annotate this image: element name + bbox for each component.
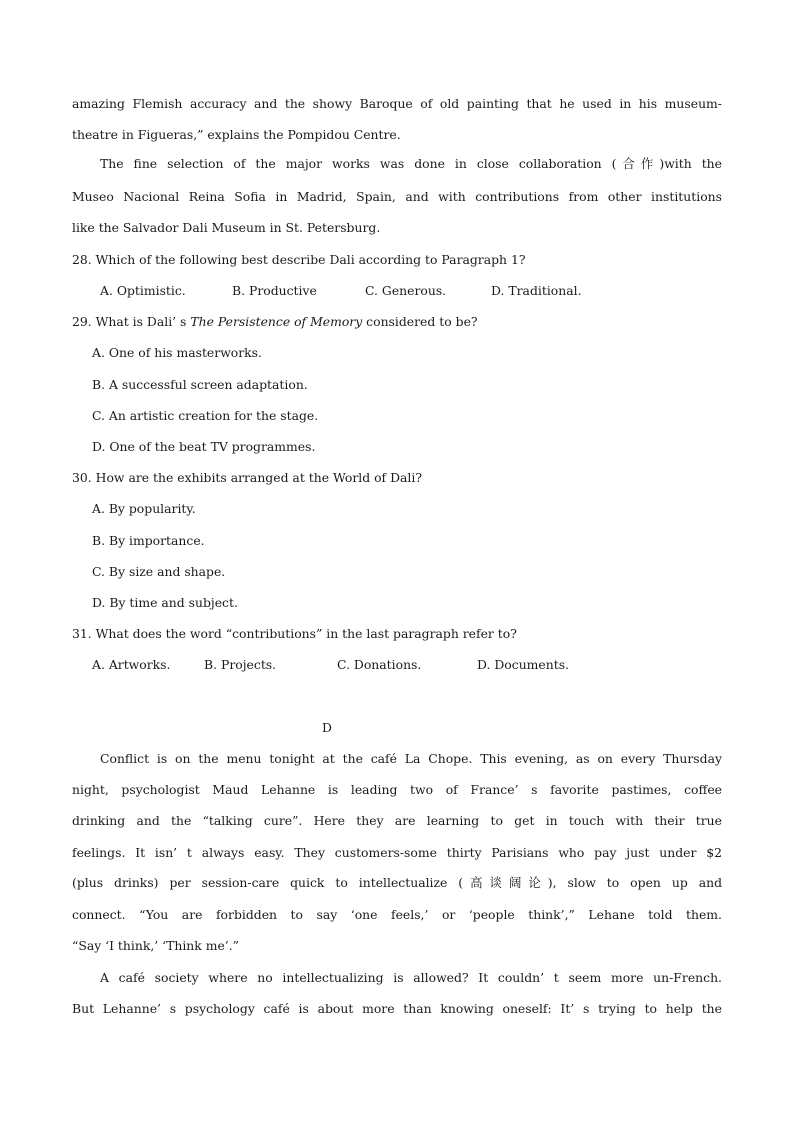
question-28-option-d: D. Traditional.: [491, 283, 582, 298]
question-31-option-b: B. Projects.: [204, 657, 277, 672]
question-30-option-c: C. By size and shape.: [92, 564, 226, 579]
question-28-option-a: A. Optimistic.: [100, 283, 186, 298]
question-30-option-b: B. By importance.: [92, 533, 205, 548]
passage-d-p1-line-4: feelings. It isn’ t always easy. They customers-some thirty Parisians who pay just under $2: [72, 845, 722, 860]
question-31-option-d: D. Documents.: [477, 657, 570, 672]
passage-c-para2-line-1: The fine selection of the major works was done in close collaboration (合作)with the: [100, 156, 722, 171]
passage-d-p1-line-3: drinking and the “talking cure”. Here they are learning to get in touch with their true: [72, 813, 722, 828]
question-29-stem-post: considered to be?: [362, 314, 478, 329]
question-29-option-c: C. An artistic creation for the stage.: [92, 408, 319, 423]
passage-d-p1-line-7: “Say ‘I think,’ ‘Think me’.”: [72, 938, 240, 953]
question-29-option-a: A. One of his masterworks.: [92, 345, 262, 360]
passage-d-heading: D: [322, 720, 332, 735]
passage-d-p2-line-2: But Lehanne’ s psychology café is about more than knowing oneself: It’ s trying to help the: [72, 1001, 722, 1016]
question-29-work-title: The Persistence of Memory: [190, 314, 363, 329]
passage-d-p1-line-5: (plus drinks) per session-care quick to intellectualize (高谈阔论), slow to open up and: [72, 875, 722, 890]
passage-c-line-2: theatre in Figueras,” explains the Pompidou Centre.: [72, 127, 401, 142]
question-29-option-b: B. A successful screen adaptation.: [92, 377, 308, 392]
question-30-option-a: A. By popularity.: [92, 501, 196, 516]
question-31-option-c: C. Donations.: [337, 657, 422, 672]
question-29-stem: [72, 314, 478, 330]
question-30-stem: 30. How are the exhibits arranged at the World of Dali?: [72, 470, 422, 485]
question-28-stem: 28. Which of the following best describe Dali according to Paragraph 1?: [72, 252, 526, 267]
question-28-option-b: B. Productive: [232, 283, 317, 298]
question-31-stem: 31. What does the word “contributions” in the last paragraph refer to?: [72, 626, 517, 641]
question-30-option-d: D. By time and subject.: [92, 595, 238, 610]
passage-c-para2-line-2: Museo Nacional Reina Sofia in Madrid, Spain, and with contributions from other institutions: [72, 189, 722, 204]
question-29-stem-pre: 29. What is Dali’ s: [72, 314, 191, 329]
passage-c-para2-line-3: like the Salvador Dali Museum in St. Petersburg.: [72, 220, 381, 235]
passage-c-line-1: amazing Flemish accuracy and the showy Baroque of old painting that he used in his museum-: [72, 96, 722, 111]
passage-d-p1-line-6: connect. “You are forbidden to say ‘one feels,’ or ‘people think’,” Lehane told them.: [72, 907, 722, 922]
question-31-option-a: A. Artworks.: [92, 657, 171, 672]
question-29-option-d: D. One of the beat TV programmes.: [92, 439, 316, 454]
passage-d-p1-line-2: night, psychologist Maud Lehanne is leading two of France’ s favorite pastimes, coffee: [72, 782, 722, 797]
passage-d-p2-line-1: A café society where no intellectualizing is allowed? It couldn’ t seem more un-French.: [100, 970, 722, 985]
question-28-option-c: C. Generous.: [365, 283, 447, 298]
passage-d-p1-line-1: Conflict is on the menu tonight at the café La Chope. This evening, as on every Thursday: [100, 751, 722, 766]
